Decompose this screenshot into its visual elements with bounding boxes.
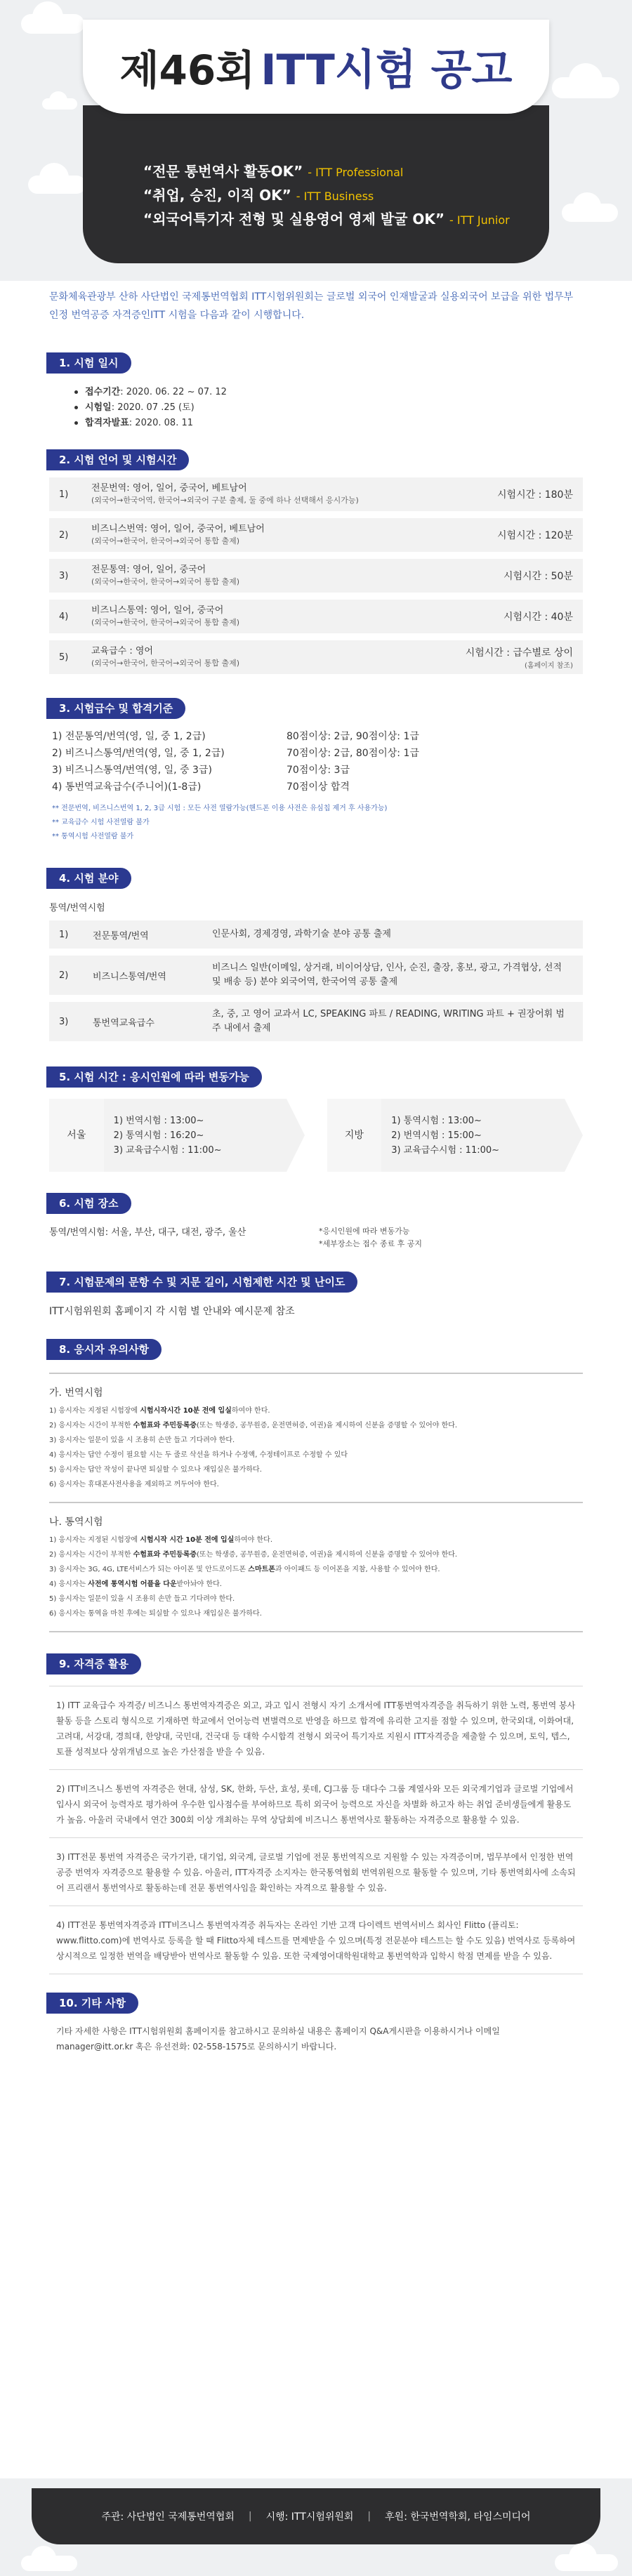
language-row: 2) 비즈니스번역: 영어, 일어, 중국어, 베트남어 (외국어→한국어, 한국어→외국어 통합 출제) 시험시간 : 120분 bbox=[49, 518, 583, 552]
section-places bbox=[0, 1193, 632, 1250]
footer-host: 주관: 사단법인 국제통번역협회 bbox=[101, 2511, 235, 2523]
notice-translation: 가. 번역시험 1) 응시자는 지정된 시험장에 시험시작시간 10분 전에 입실하여야 한다. 2) 응시자는 시간이 부적한 수험표와 주민등록증(또는 학생증, 공무원증, 운전면허증, 여권)을 제시하여 신분을 증명할 수 있어야 한다. 3) 응시자는 일문이 있을 시 조용히 손만 들고 기다려야 한다. 4) 응시자는 답안 수정이 필요할 시는 두 줄로 삭선을 하거나 수정액, 수정테이프로 수정할 수 있다 5) 응시자는 답안 작성이 끝나면 퇴실할 수 있으나 재입실은 불가하다. 6) 응시자는 휴대폰사전사용을 제외하고 꺼두어야 한다. bbox=[49, 1373, 583, 1492]
slogan-line: “취업, 승진, 이직 OK” - ITT Business bbox=[143, 187, 374, 204]
cloud-decoration bbox=[28, 176, 86, 194]
section-certificate bbox=[0, 1653, 632, 1974]
cert-paragraph: 3) ITT전문 통번역 자격증은 국가기관, 대기업, 외국계, 글로벌 기업에 전문 통번역직으로 지원할 수 있는 자격증이며, 법무부에서 인정한 번역공증 번역자 자격증으로 활용할 수 있음. 아울러, ITT자격증 소지자는 한국통역협회 번역위원으로 활동할 수 있으며, 기타 통번역회사에 소속되어 프리랜서 통번역사로 활동하는데 전문 통번역사임을 확인하는 자격으로 활용할 수 있음. bbox=[56, 1852, 576, 1893]
language-row: 5) 교육급수 : 영어 (외국어→한국어, 한국어→외국어 통합 출제) 시험시간 : 급수별로 상이 (홈페이지 참조) bbox=[49, 640, 583, 674]
section-times bbox=[0, 1066, 632, 1172]
language-row: 3) 전문통역: 영어, 일어, 중국어 (외국어→한국어, 한국어→외국어 통합 출제) 시험시간 : 50분 bbox=[49, 559, 583, 593]
region-label: 지방 bbox=[327, 1099, 382, 1172]
slogan-line: “전문 통번역사 활동OK” - ITT Professional bbox=[143, 163, 404, 180]
schedule-item: 접수기간: 2020. 06. 22 ~ 07. 12 bbox=[74, 385, 583, 400]
section-notice bbox=[0, 1339, 632, 1632]
grade-table: 1) 전문통역/번역(영, 일, 중 1, 2급) 80점이상: 2급, 90점이상: 1급 2) 비즈니스통역/번역(영, 일, 중 1, 2급) 70점이상: 2급, 80점이상: 1급 3) 비즈니스통역/번역(영, 일, 중 3급) 70점이상: 3급 4) 통번역교육급수(주니어)(1-8급) 70점이상 합격 bbox=[52, 731, 419, 793]
arrow-shape bbox=[287, 1099, 305, 1172]
field-row: 1) 전문통역/번역 인문사회, 경제경영, 과학기술 분야 공통 출제 bbox=[49, 920, 583, 949]
cloud-decoration bbox=[562, 204, 618, 222]
slogan-line: “외국어특기자 전형 및 실용영어 영제 발굴 OK” - ITT Junior bbox=[143, 211, 510, 227]
cloud-decoration bbox=[555, 2554, 618, 2571]
schedule-item: 합격자발표: 2020. 08. 11 bbox=[74, 416, 583, 431]
schedule-list bbox=[74, 385, 583, 431]
cert-paragraph: 4) ITT전문 통번역자격증과 ITT비즈니스 통번역자격증 취득자는 온라인 기반 고객 다이렉트 번역서비스 회사인 Flitto (플리토: www.flitto.com)에 번역사로 등록을 할 때 Flitto자체 테스트를 면제받을 수 있으며(특정 전문분야 테스트는 할 수도 있음) 번역사로 등록하여 상시적으로 일정한 번역을 배당받아 번역사로 활동할 수 있음. 또한 국제영어대학원대학교 통번역학과 입학시 학점 면제를 받을 수 있음. bbox=[56, 1920, 576, 1961]
place-info: 통역/번역시험: 서울, 부산, 대구, 대전, 광주, 울산 *응시인원에 따라 변동가능 *세부장소는 접수 종료 후 공지 bbox=[49, 1227, 422, 1248]
footer-exec: 시행: ITT시험위원회 bbox=[265, 2511, 354, 2523]
field-row: 2) 비즈니스통역/번역 비즈니스 일반(이메일, 상거래, 비이어상담, 인사, 순진, 출장, 홍보, 광고, 가격협상, 선적 및 배송 등) 분야 외국어역, 한국어역 공통 출제 bbox=[49, 956, 583, 995]
cert-paragraph: 1) ITT 교육급수 자격증/ 비즈니스 통번역자격증은 외고, 과고 입시 전형시 자기 소개서에 ITT통번역자격증을 취득하기 위한 노력, 통번역 봉사활동 등을 스토리 형식으로 기재하면 학교에서 언어능력 변별력으로 반영을 하므로 합격에 유리한 고지를 점할 수 있으며, 한국외대, 이화여대, 고려대, 서강대, 경희대, 한양대, 국민대, 건국대 등 대학 수시합격 전형시 외국어 특기자로 지원시 ITT자격증을 제출할 수 있으며, 토익, 텝스, 토플 성적보다 상위개념으로 높은 가산점을 받을 수 있음. bbox=[56, 1700, 576, 1757]
section-header: 3. 시험급수 및 합격기준 bbox=[46, 698, 185, 719]
section-etc bbox=[0, 1993, 632, 2054]
section-schedule bbox=[0, 352, 632, 431]
section-header: 7. 시험문제의 문항 수 및 지문 길이, 시험제한 시간 및 난이도 bbox=[46, 1272, 357, 1293]
time-area bbox=[49, 1099, 583, 1172]
language-row: 1) 전문번역: 영어, 일어, 중국어, 베트남어 (외국어→한국어역, 한국어→외국어 구분 출제, 둘 중에 하나 선택해서 응시가능) 시험시간 : 180분 bbox=[49, 477, 583, 511]
questions-text: ITT시험위원회 홈페이지 각 시험 별 안내와 예시문제 참조 bbox=[49, 1306, 295, 1317]
schedule-item: 시험일: 2020. 07 .25 (토) bbox=[74, 400, 583, 416]
title-main: ITT시험 공고 bbox=[261, 46, 513, 95]
section-header: 8. 응시자 유의사항 bbox=[46, 1339, 162, 1360]
slogan-panel bbox=[83, 105, 549, 263]
section-fields bbox=[0, 868, 632, 1041]
section-header: 9. 자격증 활용 bbox=[46, 1653, 141, 1675]
cert-paragraph: 2) ITT비즈니스 통번역 자격증은 현대, 삼성, SK, 한화, 두산, 효성, 롯데, CJ그룹 등 대다수 그룹 계열사와 모든 외국계기업과 글로벌 기업에서 입사시 외국어 능력자로 평가하여 우수한 입사점수를 부여하므로 특히 외국어 능력으로 자신을 차별화 하고자 하는 취업 준비생들에게 활용도가 높음. 아울러 국내에서 연간 300회 이상 개최하는 무역 상담회에 비즈니스 통번역사로 활동하는 자격증으로 활용할 수 있음. bbox=[56, 1784, 574, 1825]
etc-text: 기타 자세한 사항은 ITT시험위원회 홈페이지를 참고하시고 문의하실 내용은 홈페이지 Q&A게시판을 이용하시거나 이메일 manager@itt.or.kr 혹은 유선전화: 02-558-1575로 문의하시기 바랍니다. bbox=[56, 2026, 500, 2052]
section-header: 10. 기타 사항 bbox=[46, 1993, 138, 2014]
time-box: 1) 통역시험 : 13:00~ 2) 번역시험 : 15:00~ 3) 교육급수시험 : 11:00~ bbox=[381, 1099, 565, 1172]
language-row: 4) 비즈니스통역: 영어, 일어, 중국어 (외국어→한국어, 한국어→외국어 통합 출제) 시험시간 : 40분 bbox=[49, 600, 583, 633]
hero-banner bbox=[0, 0, 632, 281]
section-header: 2. 시험 언어 및 시험시간 bbox=[46, 449, 189, 470]
section-header: 4. 시험 분야 bbox=[46, 868, 131, 889]
footer-sponsor: 후원: 한국번역학회, 타임스미디어 bbox=[385, 2511, 531, 2523]
intro-text: 문화체육관광부 산하 사단법인 국제통번역협회 ITT시험위원회는 글로벌 외국어 인재발굴과 실용외국어 보급을 위한 법무부 인정 번역공증 자격증인ITT 시험을 다음과 같이 시행합니다. bbox=[49, 291, 574, 321]
section-grades bbox=[0, 698, 632, 844]
section-questions bbox=[0, 1272, 632, 1318]
footer-bar: 주관: 사단법인 국제통번역협회 | 시행: ITT시험위원회 | 후원: 한국번역학회, 타임스미디어 bbox=[32, 2488, 600, 2544]
section-languages bbox=[0, 449, 632, 674]
cloud-decoration bbox=[552, 77, 619, 98]
footer bbox=[0, 2478, 632, 2576]
section-header: 1. 시험 일시 bbox=[46, 352, 131, 374]
section-header: 6. 시험 장소 bbox=[46, 1193, 131, 1214]
time-box: 1) 번역시험 : 13:00~ 2) 통역시험 : 16:20~ 3) 교육급수시험 : 11:00~ bbox=[104, 1099, 287, 1172]
page-title bbox=[83, 20, 549, 114]
section-header: 5. 시험 시간 : 응시인원에 따라 변동가능 bbox=[46, 1066, 262, 1088]
region-label: 서울 bbox=[49, 1099, 104, 1172]
notice-interpretation: 나. 통역시험 1) 응시자는 지정된 시험장에 시험시작 시간 10분 전에 입실하여야 한다. 2) 응시자는 시간이 부적한 수험표와 주민등록증(또는 학생증, 공무원증, 운전면허증, 여권)을 제시하여 신분을 증명할 수 있어야 한다. 3) 응시자는 3G, 4G, LTE서비스가 되는 아이폰 및 안드로이드폰 스마트폰과 아이패드 등 이어폰을 지참, 사용할 수 있어야 한다. 4) 응시자는 사전에 통역시험 어플을 다운받아놔야 한다. 5) 응시자는 일문이 있을 시 조용히 손만 들고 기다려야 한다. 6) 응시자는 통역을 마친 후에는 퇴실할 수 있으나 재입실은 불가하다. bbox=[49, 1502, 583, 1621]
title-prefix: 제46회 bbox=[119, 46, 256, 94]
cloud-decoration bbox=[21, 14, 84, 34]
field-label: 통역/번역시험 bbox=[49, 903, 105, 913]
arrow-shape bbox=[565, 1099, 583, 1172]
grade-notes: ** 전문번역, 비즈니스번역 1, 2, 3급 시험 : 모든 사전 열람가능(핸드폰 이용 사전은 유심칩 제거 후 사용가능) ** 교육급수 시험 사전열람 불가 ** 통역시험 사전열람 불가 bbox=[52, 805, 388, 840]
field-row: 3) 통번역교육급수 초, 중, 고 영어 교과서 LC, SPEAKING 파트 / READING, WRITING 파트 + 권장어휘 범주 내에서 출제 bbox=[49, 1002, 583, 1041]
cloud-decoration bbox=[21, 2556, 77, 2571]
cloud-decoration bbox=[42, 98, 77, 110]
